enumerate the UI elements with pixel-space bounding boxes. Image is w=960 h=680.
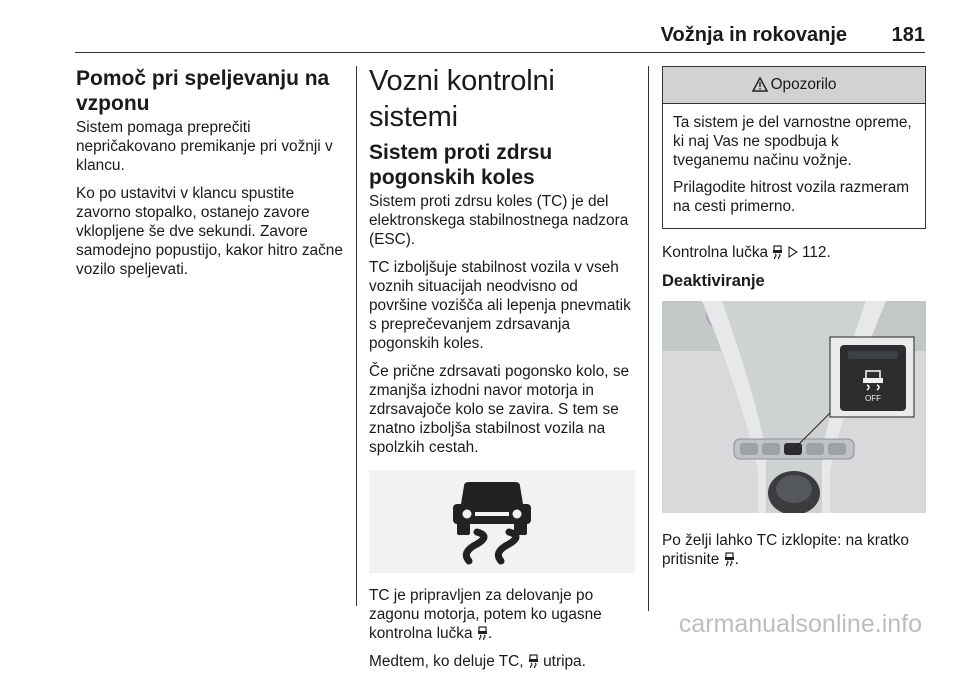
off-label: OFF xyxy=(865,394,881,403)
warning-header xyxy=(663,67,925,104)
tc-para-4-end: . xyxy=(487,625,493,642)
tc-para-5 xyxy=(369,652,637,671)
deactivation-text: Po želji lahko TC izklopite: na kratko pritisnite xyxy=(662,532,909,568)
hill-start-para-2: Ko po ustavitvi v klancu spustite zavorno stopalko, ostanejo zavore vklopljene še dve sekundi. Zavore samodejno popustijo, kakor hitro začne vozilo speljevati. xyxy=(76,185,343,278)
column-2 xyxy=(369,66,637,680)
reference-text: Kontrolna lučka xyxy=(662,244,769,261)
traction-control-icon xyxy=(369,470,635,573)
hill-start-para-1: Sistem pomaga preprečiti nepričakovano premikanje pri vožnji v klancu. xyxy=(76,119,333,174)
hill-start-heading: Pomoč pri speljevanju na vzponu xyxy=(76,67,330,115)
tc-para-2: TC izboljšuje stabilnost vozila v vseh voznih situacijah neodvisno od površine vozišča ali lepenja pnevmatik s preprečevanjem zdrsavanja pogonskih koles. xyxy=(369,259,631,352)
page-header xyxy=(75,24,925,50)
center-console-photo xyxy=(662,301,926,513)
column-divider-2 xyxy=(648,66,649,611)
warning-box xyxy=(662,66,926,229)
tc-para-4 xyxy=(369,586,637,643)
tc-para-3: Če prične zdrsavati pogonsko kolo, se zmanjša izhodni navor motorja in zdrsavajoče kolo se zavira. S tem se znatno izboljša stabilnost vozila na spolzkih cestah. xyxy=(369,363,630,456)
deactivation-para xyxy=(662,531,926,569)
section-title: Vožnja in rokovanje xyxy=(660,24,847,46)
traction-control-icon xyxy=(724,552,735,566)
warning-para-2: Prilagodite hitrost vozila razmeram na cesti primerno. xyxy=(673,179,910,215)
tc-para-4-text: TC je pripravljen za delovanje po zagonu motorja, potem ko ugasne kontrolna lučka xyxy=(369,587,602,642)
tc-para-5-end: utripa. xyxy=(543,653,586,670)
control-light-reference xyxy=(662,243,926,262)
traction-control-icon xyxy=(528,654,539,668)
warning-triangle-icon xyxy=(752,77,768,92)
traction-control-figure xyxy=(369,470,635,573)
reference-page: 112. xyxy=(801,244,831,261)
column-divider-1 xyxy=(356,66,357,606)
watermark: carmanualsonline.info xyxy=(678,610,922,638)
column-1 xyxy=(76,66,348,288)
page-number: 181 xyxy=(891,24,925,46)
deactivation-heading: Deaktiviranje xyxy=(662,272,765,290)
page-reference-arrow-icon xyxy=(788,246,798,258)
traction-control-icon xyxy=(772,245,783,259)
warning-title: Opozorilo xyxy=(770,76,837,93)
deactivation-end: . xyxy=(734,551,739,568)
header-rule xyxy=(75,52,925,53)
column-3 xyxy=(662,66,926,578)
tc-para-1: Sistem proti zdrsu koles (TC) je del elektronskega stabilnostnega nadzora (ESC). xyxy=(369,193,629,248)
traction-control-heading: Sistem proti zdrsu pogonskih koles xyxy=(369,141,553,189)
tc-para-5-start: Medtem, ko deluje TC, xyxy=(369,653,524,670)
traction-control-icon xyxy=(477,626,488,640)
warning-body xyxy=(663,104,925,228)
warning-para-1: Ta sistem je del varnostne opreme, ki naj Vas ne spodbuja k tveganemu načinu vožnje. xyxy=(673,114,912,169)
chapter-title: Vozni kontrolni sistemi xyxy=(369,65,555,133)
